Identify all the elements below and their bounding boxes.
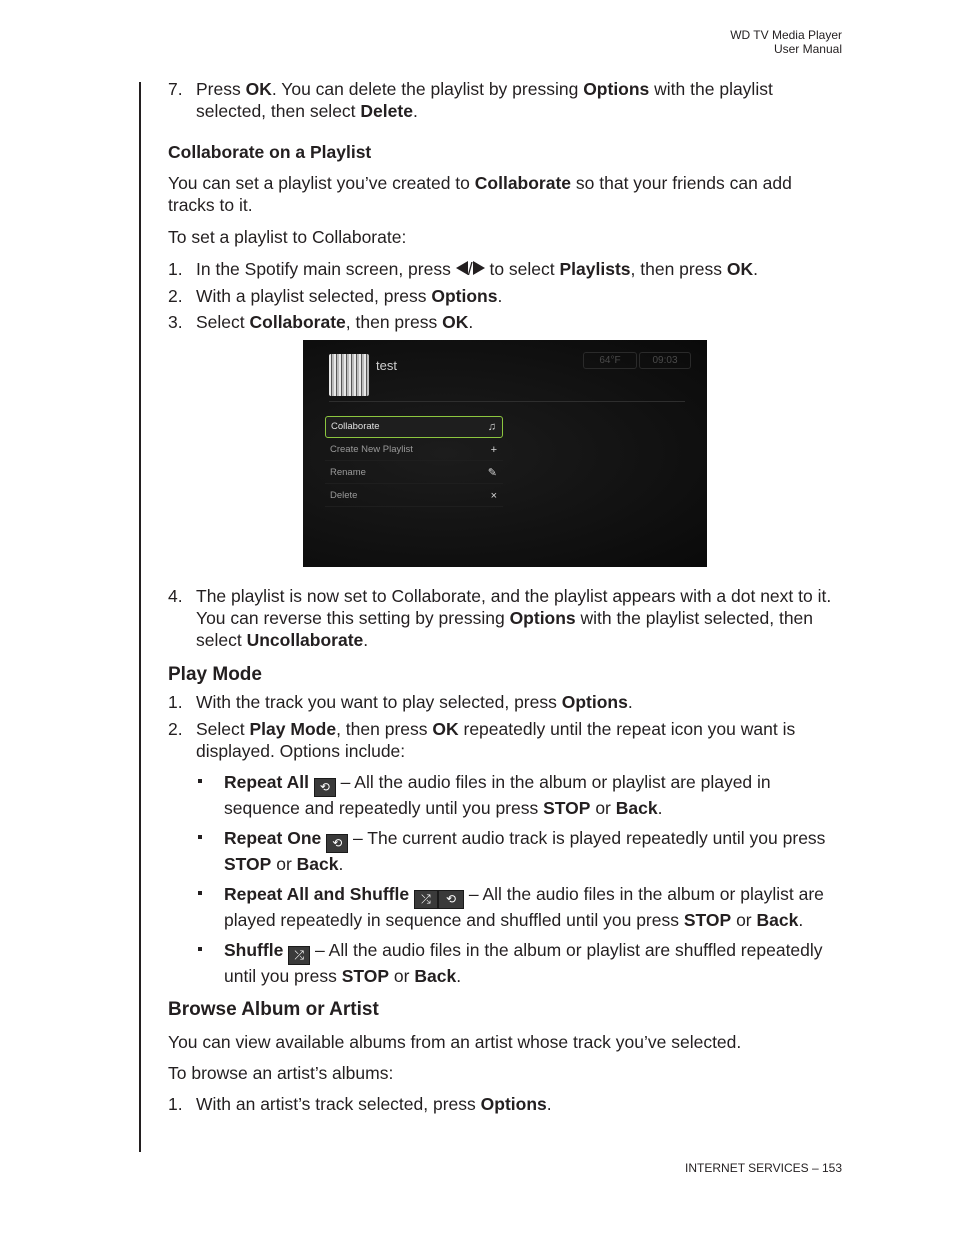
options-menu: [325, 416, 503, 509]
plus-icon: +: [490, 444, 497, 456]
bullet-marker: [198, 779, 202, 783]
browse-step-1: 1. With an artist’s track selected, press Options.: [168, 1094, 552, 1114]
clock-readout: 09:03: [639, 352, 691, 369]
collaborate-intro: You can set a playlist you’ve created to Collaborate so that your friends can add tracks to it.: [168, 173, 792, 215]
left-arrow-icon: [456, 261, 468, 275]
bullet-repeat-all: Repeat All ⟲ – All the audio files in the album or playlist are played in sequence and repeatedly until you press STOP or Back.: [168, 771, 840, 819]
play-step-1: 1. With the track you want to play selected, press Options.: [168, 692, 633, 712]
browse-intro: You can view available albums from an artist whose track you’ve selected.: [168, 1032, 742, 1052]
playlist-thumbnail: [329, 354, 369, 396]
collab-step-4: 4. The playlist is now set to Collaborate, and the playlist appears with a dot next to it. You can reverse this setting by pressing Options with the playlist selected, then select Uncollaborate.: [168, 586, 832, 650]
browse-heading: Browse Album or Artist: [168, 999, 379, 1020]
shuffle-icon: ⤮: [414, 890, 438, 909]
music-note-icon: ♫: [487, 421, 496, 433]
margin-rule: [139, 82, 141, 1152]
menu-item-delete[interactable]: Delete ×: [325, 486, 503, 507]
menu-item-rename[interactable]: Rename ✎: [325, 463, 503, 484]
repeat-icon: ⟲: [438, 890, 464, 909]
pencil-icon: ✎: [487, 467, 497, 479]
collaborate-heading: Collaborate on a Playlist: [168, 142, 372, 162]
right-arrow-icon: [473, 261, 485, 275]
play-step-2: 2. Select Play Mode, then press OK repeatedly until the repeat icon you want is displayed. Options include:: [168, 719, 796, 761]
footer-section: INTERNET SERVICES: [685, 1161, 809, 1175]
bullet-marker: [198, 891, 202, 895]
to-set-text: To set a playlist to Collaborate:: [168, 227, 407, 247]
page-number: 153: [821, 1161, 842, 1175]
weather-readout: 64°F: [583, 352, 637, 369]
running-header: [730, 28, 842, 56]
screen-divider: [329, 401, 685, 402]
playlist-title: test: [376, 358, 397, 373]
shuffle-icon: ⤮: [288, 946, 310, 965]
play-mode-heading: Play Mode: [168, 664, 262, 685]
repeat-all-icon: ⟲: [314, 778, 336, 797]
step-7: 7. Press OK. You can delete the playlist by pressing Options with the playlist selected, then select Delete.: [168, 79, 773, 121]
to-browse-text: To browse an artist’s albums:: [168, 1063, 394, 1083]
playlist-options-screenshot: [303, 340, 707, 567]
bullet-marker: [198, 947, 202, 951]
collab-step-2: 2. With a playlist selected, press Options.: [168, 286, 503, 306]
bullet-marker: [198, 835, 202, 839]
bullet-shuffle: Shuffle ⤮ – All the audio files in the album or playlist are shuffled repeatedly until you press STOP or Back.: [168, 939, 840, 987]
menu-item-collaborate[interactable]: Collaborate ♫: [325, 416, 503, 438]
bullet-repeat-one: Repeat One ⟲ – The current audio track is played repeatedly until you press STOP or Back.: [168, 827, 840, 875]
menu-item-create-new-playlist[interactable]: Create New Playlist +: [325, 440, 503, 461]
collab-step-1: 1. In the Spotify main screen, press / to select Playlists, then press OK.: [168, 259, 758, 279]
repeat-one-icon: ⟲: [326, 834, 348, 853]
header-manual: User Manual: [773, 42, 842, 56]
page-footer: INTERNET SERVICES – 153: [685, 1161, 842, 1175]
close-icon: ×: [490, 490, 497, 502]
page-content: [168, 78, 840, 1115]
collab-step-3: 3. Select Collaborate, then press OK.: [168, 312, 474, 332]
header-product: WD TV Media Player: [730, 28, 842, 42]
bullet-repeat-all-shuffle: Repeat All and Shuffle ⤮ ⟲ – All the audio files in the album or playlist are played repeatedly in sequence and shuffled until you press STOP or Back.: [168, 883, 840, 931]
